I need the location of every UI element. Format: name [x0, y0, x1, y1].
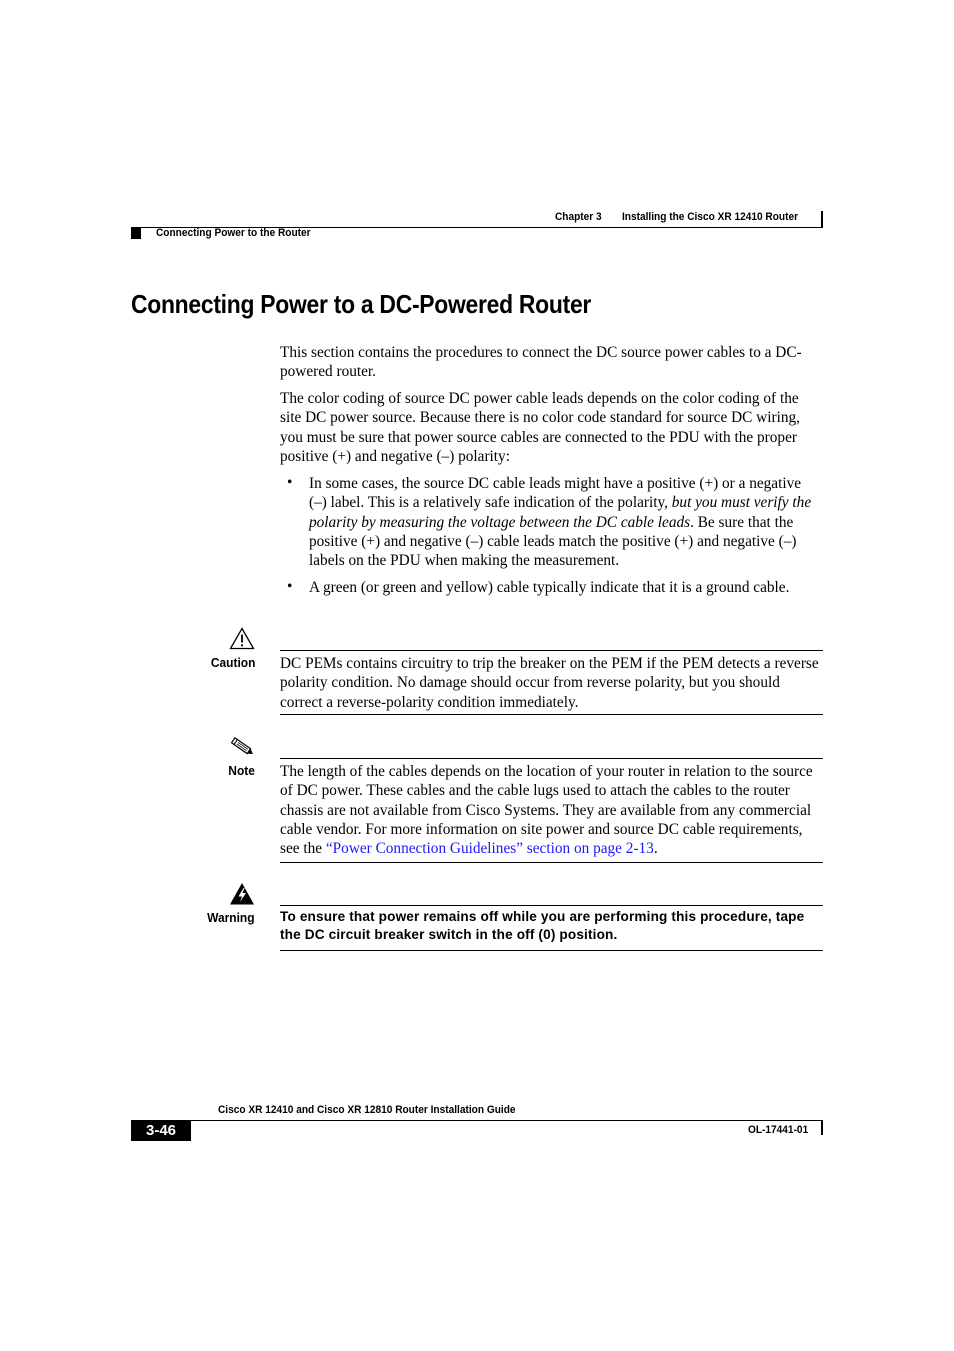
power-guidelines-link[interactable]: “Power Connection Guidelines” section on page 2-13 [325, 840, 654, 858]
footer-doc-id: OL-17441-01 [748, 1124, 809, 1136]
polarity-paragraph: The color coding of source DC power cable leads depends on the color coding of the site DC power source. Because there is no color code standard for source DC wiring, you must be sure that power source cables are connected to the PDU with the proper positive (+) and negative (–) polarity: [280, 390, 800, 465]
header-chapter-title: Installing the Cisco XR 12410 Router [622, 211, 799, 223]
footer-rule [190, 1120, 823, 1121]
header-section: Connecting Power to the Router [156, 227, 311, 239]
bullet-text-emphasis: but you must verify the polarity by measuring the voltage between the DC cable leads [309, 494, 812, 531]
warning-bottom-rule [280, 950, 823, 951]
page-number: 3-46 [145, 1122, 177, 1139]
header-block-marker [131, 228, 141, 239]
caution-label: Caution [210, 655, 255, 670]
warning-electrical-icon [229, 882, 255, 906]
note-text-end: . [653, 840, 658, 858]
note-text [280, 762, 822, 858]
intro-paragraph: This section contains the procedures to connect the DC source power cables to a DC-powered router. [280, 344, 802, 381]
note-top-rule [280, 758, 823, 759]
bullet-item-ground-cable: A green (or green and yellow) cable typically indicate that it is a ground cable. [309, 579, 790, 596]
note-bottom-rule [280, 862, 823, 863]
bullet-marker: • [287, 474, 293, 491]
caution-text: DC PEMs contains circuitry to trip the breaker on the PEM if the PEM detects a reverse polarity condition. No damage should occur from reverse polarity, but you should correct a reverse-polarity condition immediately. [280, 655, 819, 711]
note-text-body: The length of the cables depends on the location of your router in relation to the source of DC power. These cables and the cable lugs used to attach the cables to the router chassis are not available from Cisco Systems. They are available from any commercial cable vendor. For more information on site power and source DC cable requirements, see the [280, 763, 813, 858]
warning-top-rule [280, 905, 823, 906]
page-title: Connecting Power to a DC-Powered Router [131, 289, 592, 319]
bullet-text-start: In some cases, the source DC cable leads might have a positive (+) or a negative (–) label. This is a relatively safe indication of the polarity, [309, 475, 802, 512]
bullet-text-end: . Be sure that the positive (+) and negative (–) cable leads match the positive (+) and negative (–) labels on the PDU when making the measurement. [309, 513, 797, 570]
footer-tick [821, 1120, 823, 1135]
warning-text: To ensure that power remains off while you are performing this procedure, tape the DC circuit breaker switch in the off (0) position. [280, 909, 805, 943]
bullet-marker: • [287, 578, 293, 595]
bullet-item-label-polarity [309, 474, 822, 570]
caution-top-rule [280, 650, 823, 651]
caution-triangle-icon [229, 627, 255, 650]
note-label: Note [228, 763, 255, 778]
pencil-icon [229, 735, 256, 759]
warning-label: Warning [207, 910, 255, 925]
caution-bottom-rule [280, 714, 823, 715]
footer-guide-title: Cisco XR 12410 and Cisco XR 12810 Router Installation Guide [218, 1104, 516, 1116]
header-tick [821, 211, 823, 228]
header-chapter: Chapter 3 [555, 211, 602, 223]
